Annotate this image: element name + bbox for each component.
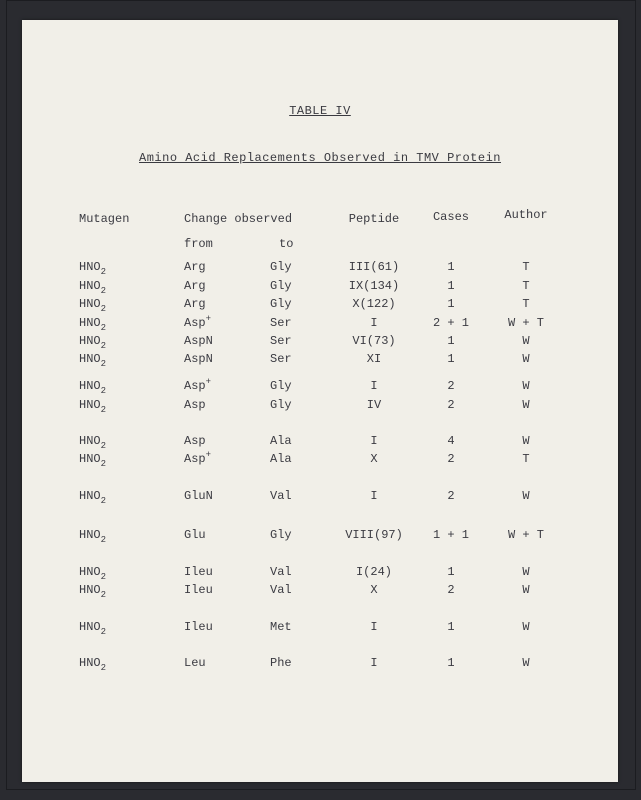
author-text: W (522, 489, 530, 503)
mutagen-text: HNO (79, 452, 101, 466)
cell-mutagen (79, 620, 107, 637)
cases-text: 1 (447, 279, 455, 293)
cell-author (502, 434, 550, 448)
peptide-text: I (370, 489, 378, 503)
cell-from (184, 656, 206, 670)
cell-peptide (344, 379, 404, 393)
cell-mutagen (79, 379, 107, 396)
cell-mutagen (79, 316, 107, 333)
cell-peptide (344, 434, 404, 448)
cell-mutagen (79, 528, 107, 545)
table-title: TABLE IV (289, 104, 351, 118)
peptide-text: IX(134) (348, 279, 400, 293)
author-text: W (522, 398, 530, 412)
mutagen-subscript: 2 (100, 323, 107, 333)
cell-cases (426, 334, 476, 348)
to-text: Ser (270, 334, 292, 348)
cell-peptide (344, 316, 404, 330)
mutagen-text: HNO (79, 434, 101, 448)
cases-text: 2 (447, 452, 455, 466)
cell-peptide (344, 279, 404, 293)
cell-cases (426, 452, 476, 466)
cell-mutagen (79, 297, 107, 314)
cell-author (502, 489, 550, 503)
to-text: Val (270, 565, 292, 579)
cell-to (270, 434, 292, 448)
cell-author (502, 620, 550, 634)
to-text: Ser (270, 316, 292, 330)
from-superscript: + (205, 314, 212, 324)
cases-text: 1 (447, 260, 455, 274)
cases-text: 1 (447, 656, 455, 670)
from-text: Asp (184, 398, 206, 412)
cell-peptide (344, 334, 404, 348)
cell-author (502, 452, 550, 466)
cell-from (184, 489, 213, 503)
cell-to (270, 528, 292, 542)
cell-mutagen (79, 434, 107, 451)
author-text: W (522, 583, 530, 597)
from-text: Leu (184, 656, 206, 670)
cell-from (184, 620, 213, 634)
cell-author (502, 260, 550, 274)
peptide-text: III(61) (348, 260, 400, 274)
mutagen-subscript: 2 (100, 341, 107, 351)
from-superscript: + (205, 377, 212, 387)
cell-peptide (344, 528, 404, 542)
table-subtitle: Amino Acid Replacements Observed in TMV Protein (139, 151, 501, 165)
cell-from (184, 583, 213, 597)
cell-peptide (344, 452, 404, 466)
cell-peptide (344, 565, 404, 579)
cell-author (502, 316, 550, 330)
cell-mutagen (79, 334, 107, 351)
cell-author (502, 379, 550, 393)
cell-author (502, 334, 550, 348)
from-text: Asp (184, 434, 206, 448)
cell-mutagen (79, 452, 107, 469)
cell-cases (426, 379, 476, 393)
cell-mutagen (79, 398, 107, 415)
author-text: T (522, 297, 530, 311)
mutagen-text: HNO (79, 334, 101, 348)
cell-to (270, 316, 292, 330)
mutagen-subscript: 2 (100, 386, 107, 396)
cell-cases (426, 398, 476, 412)
cell-mutagen (79, 565, 107, 582)
to-text: Val (270, 583, 292, 597)
mutagen-subscript: 2 (100, 304, 107, 314)
mutagen-text: HNO (79, 279, 101, 293)
cell-to (270, 452, 292, 466)
mutagen-subscript: 2 (100, 459, 107, 469)
mutagen-subscript: 2 (100, 590, 107, 600)
cell-mutagen (79, 352, 107, 369)
to-text: Met (270, 620, 292, 634)
cell-to (270, 583, 292, 597)
cell-cases (426, 656, 476, 670)
mutagen-text: HNO (79, 489, 101, 503)
cell-peptide (344, 352, 404, 366)
from-text: GluN (184, 489, 213, 503)
to-text: Gly (270, 279, 292, 293)
to-text: Phe (270, 656, 292, 670)
cell-cases (426, 434, 476, 448)
cell-cases (426, 620, 476, 634)
peptide-text: I (370, 620, 378, 634)
mutagen-subscript: 2 (100, 496, 107, 506)
author-text: T (522, 260, 530, 274)
mutagen-subscript: 2 (100, 663, 107, 673)
header-peptide: Peptide (348, 212, 400, 226)
cases-text: 2 (447, 583, 455, 597)
peptide-text: VIII(97) (345, 528, 403, 542)
cell-from (184, 434, 206, 448)
cell-to (270, 398, 292, 412)
from-text: AspN (184, 334, 213, 348)
from-text: Asp (184, 379, 206, 393)
cell-mutagen (79, 583, 107, 600)
mutagen-text: HNO (79, 297, 101, 311)
to-text: Ser (270, 352, 292, 366)
cell-to (270, 620, 292, 634)
mutagen-text: HNO (79, 583, 101, 597)
cell-to (270, 352, 292, 366)
cell-mutagen (79, 489, 107, 506)
author-text: W (522, 434, 530, 448)
cases-text: 4 (447, 434, 455, 448)
cell-from (184, 334, 213, 348)
cell-from (184, 452, 211, 466)
author-text: T (522, 279, 530, 293)
from-text: Ileu (184, 620, 213, 634)
header-from: from (184, 237, 213, 251)
from-text: Arg (184, 279, 206, 293)
peptide-text: X (370, 452, 378, 466)
cell-author (502, 565, 550, 579)
cell-peptide (344, 620, 404, 634)
author-text: W + T (507, 528, 544, 542)
mutagen-text: HNO (79, 379, 101, 393)
cell-cases (426, 528, 476, 542)
mutagen-subscript: 2 (100, 572, 107, 582)
peptide-text: I (370, 379, 378, 393)
peptide-text: I(24) (355, 565, 392, 579)
peptide-text: VI(73) (352, 334, 396, 348)
cell-author (502, 352, 550, 366)
header-to: to (279, 237, 294, 251)
mutagen-subscript: 2 (100, 267, 107, 277)
from-text: Ileu (184, 583, 213, 597)
from-text: Ileu (184, 565, 213, 579)
header-change: Change observed (184, 212, 293, 226)
cell-cases (426, 316, 476, 330)
author-text: W (522, 379, 530, 393)
mutagen-text: HNO (79, 398, 101, 412)
to-text: Ala (270, 434, 292, 448)
peptide-text: X(122) (352, 297, 396, 311)
from-text: Asp (184, 452, 206, 466)
cell-mutagen (79, 260, 107, 277)
cell-cases (426, 279, 476, 293)
cell-peptide (344, 656, 404, 670)
from-text: Arg (184, 260, 206, 274)
author-text: T (522, 452, 530, 466)
cell-cases (426, 352, 476, 366)
mutagen-subscript: 2 (100, 627, 107, 637)
cell-cases (426, 297, 476, 311)
cell-from (184, 279, 206, 293)
mutagen-subscript: 2 (100, 359, 107, 369)
cell-from (184, 379, 211, 393)
mutagen-text: HNO (79, 565, 101, 579)
cell-mutagen (79, 279, 107, 296)
cell-cases (426, 260, 476, 274)
cases-text: 1 (447, 297, 455, 311)
from-text: Glu (184, 528, 206, 542)
header-mutagen: Mutagen (79, 212, 130, 226)
cases-text: 2 (447, 379, 455, 393)
cell-to (270, 260, 292, 274)
cell-peptide (344, 489, 404, 503)
cell-peptide (344, 398, 404, 412)
cell-to (270, 379, 292, 393)
cell-from (184, 565, 213, 579)
peptide-text: I (370, 316, 378, 330)
document-page (22, 20, 618, 782)
from-text: Asp (184, 316, 206, 330)
header-author: Author (504, 208, 548, 222)
cases-text: 1 (447, 334, 455, 348)
author-text: W (522, 565, 530, 579)
mutagen-subscript: 2 (100, 405, 107, 415)
cell-from (184, 398, 206, 412)
author-text: W (522, 334, 530, 348)
cell-to (270, 334, 292, 348)
to-text: Ala (270, 452, 292, 466)
cases-text: 2 (447, 398, 455, 412)
cell-author (502, 528, 550, 542)
to-text: Val (270, 489, 292, 503)
cases-text: 1 (447, 565, 455, 579)
cell-to (270, 565, 292, 579)
cell-from (184, 352, 213, 366)
cell-peptide (344, 297, 404, 311)
mutagen-text: HNO (79, 656, 101, 670)
mutagen-text: HNO (79, 260, 101, 274)
cell-author (502, 279, 550, 293)
cell-from (184, 260, 206, 274)
to-text: Gly (270, 379, 292, 393)
mutagen-subscript: 2 (100, 535, 107, 545)
peptide-text: I (370, 656, 378, 670)
cases-text: 2 + 1 (432, 316, 469, 330)
cell-to (270, 489, 292, 503)
cell-to (270, 297, 292, 311)
to-text: Gly (270, 398, 292, 412)
mutagen-text: HNO (79, 620, 101, 634)
author-text: W (522, 656, 530, 670)
cases-text: 1 (447, 352, 455, 366)
peptide-text: I (370, 434, 378, 448)
author-text: W (522, 352, 530, 366)
cell-author (502, 583, 550, 597)
peptide-text: X (370, 583, 378, 597)
cell-cases (426, 565, 476, 579)
cases-text: 2 (447, 489, 455, 503)
from-text: Arg (184, 297, 206, 311)
cell-to (270, 656, 292, 670)
cell-to (270, 279, 292, 293)
header-cases: Cases (432, 210, 469, 224)
to-text: Gly (270, 260, 292, 274)
cases-text: 1 (447, 620, 455, 634)
mutagen-text: HNO (79, 528, 101, 542)
to-text: Gly (270, 297, 292, 311)
mutagen-text: HNO (79, 352, 101, 366)
peptide-text: IV (366, 398, 382, 412)
cell-peptide (344, 583, 404, 597)
cell-author (502, 297, 550, 311)
cell-peptide (344, 260, 404, 274)
cell-from (184, 297, 206, 311)
mutagen-subscript: 2 (100, 441, 107, 451)
from-superscript: + (205, 450, 212, 460)
mutagen-text: HNO (79, 316, 101, 330)
cell-cases (426, 583, 476, 597)
author-text: W + T (507, 316, 544, 330)
mutagen-subscript: 2 (100, 286, 107, 296)
cell-author (502, 398, 550, 412)
cell-author (502, 656, 550, 670)
cell-cases (426, 489, 476, 503)
cell-from (184, 528, 206, 542)
from-text: AspN (184, 352, 213, 366)
author-text: W (522, 620, 530, 634)
to-text: Gly (270, 528, 292, 542)
peptide-text: XI (366, 352, 382, 366)
cell-mutagen (79, 656, 107, 673)
cases-text: 1 + 1 (432, 528, 469, 542)
cell-from (184, 316, 211, 330)
